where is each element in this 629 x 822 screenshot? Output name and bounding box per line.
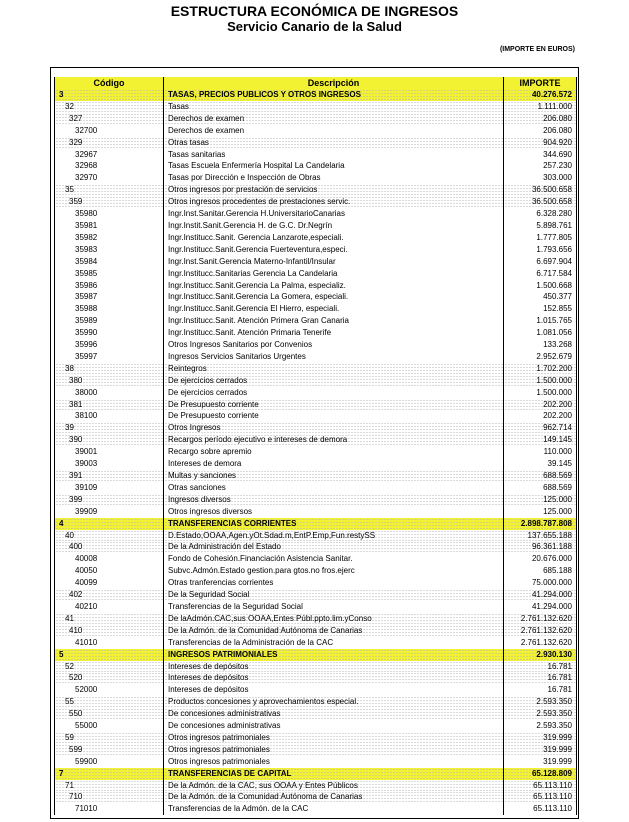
row-description: Otros Ingresos Sanitarios por Convenios [164, 339, 504, 351]
table-row [55, 541, 577, 553]
column-header-amount: IMPORTE [504, 77, 577, 89]
row-amount: 2.952.679 [504, 351, 577, 363]
table-row [55, 589, 577, 601]
row-amount: 2.930.130 [504, 649, 577, 661]
table-row [55, 244, 577, 256]
row-code: 35983 [55, 244, 164, 256]
row-code: 32700 [55, 125, 164, 137]
row-description: Otros ingresos patrimoniales [164, 744, 504, 756]
row-code: 35980 [55, 208, 164, 220]
row-code: 329 [55, 137, 164, 149]
row-code: 40 [55, 530, 164, 542]
row-description: TRANSFERENCIAS DE CAPITAL [164, 768, 504, 780]
row-description: Tasas Escuela Enfermería Hospital La Candelaria [164, 160, 504, 172]
row-description: Otros ingresos diversos [164, 506, 504, 518]
table-row [55, 470, 577, 482]
row-description: Fondo de Cohesión.Financiación Asistencia Sanitar. [164, 553, 504, 565]
report-subtitle: Servicio Canario de la Salud [227, 19, 402, 34]
table-row [55, 768, 577, 780]
row-description: De ejercicios cerrados [164, 387, 504, 399]
row-amount: 96.361.188 [504, 541, 577, 553]
row-description: Ingr.Instit.Sanit.Gerencia H. de G.C. Dr.Negrín [164, 220, 504, 232]
row-code: 402 [55, 589, 164, 601]
table-row [55, 268, 577, 280]
row-description: Intereses de depósitos [164, 661, 504, 673]
row-description: Transferencias de la Seguridad Social [164, 601, 504, 613]
row-description: Otras tranferencias corrientes [164, 577, 504, 589]
row-code: 39001 [55, 446, 164, 458]
table-row [55, 220, 577, 232]
table-row [55, 672, 577, 684]
row-amount: 688.569 [504, 482, 577, 494]
table-row [55, 113, 577, 125]
row-description: De la Seguridad Social [164, 589, 504, 601]
row-amount: 36.500.658 [504, 196, 577, 208]
row-description: Otras sanciones [164, 482, 504, 494]
table-body [55, 89, 577, 815]
table-row [55, 458, 577, 470]
row-description: Productos concesiones y aprovechamientos especial. [164, 696, 504, 708]
row-code: 40008 [55, 553, 164, 565]
table-row [55, 137, 577, 149]
column-header-description: Descripción [164, 77, 504, 89]
row-amount: 2.593.350 [504, 696, 577, 708]
row-amount: 6.717.584 [504, 268, 577, 280]
row-description: Recargos período ejecutivo e intereses de demora [164, 434, 504, 446]
table-row [55, 601, 577, 613]
row-description: De laAdmón.CAC,sus OOAA,Entes Públ.ppto.lim.yConso [164, 613, 504, 625]
row-amount: 36.500.658 [504, 184, 577, 196]
table-row [55, 577, 577, 589]
row-code: 59900 [55, 756, 164, 768]
row-amount: 20.676.000 [504, 553, 577, 565]
row-description: De Presupuesto corriente [164, 399, 504, 411]
row-description: Transferencias de la Admón. de la CAC [164, 803, 504, 815]
row-description: Ingr.Institucc.Sanit.Gerencia Fuerteventura,especi. [164, 244, 504, 256]
row-amount: 65.113.110 [504, 780, 577, 792]
income-table [54, 77, 577, 815]
row-amount: 41.294.000 [504, 589, 577, 601]
table-row [55, 696, 577, 708]
table-row [55, 363, 577, 375]
row-amount: 319.999 [504, 732, 577, 744]
table-row [55, 791, 577, 803]
table-row [55, 708, 577, 720]
row-amount: 206.080 [504, 113, 577, 125]
table-row [55, 208, 577, 220]
row-description: TASAS, PRECIOS PUBLICOS Y OTROS INGRESOS [164, 89, 504, 101]
row-amount: 75.000.000 [504, 577, 577, 589]
row-code: 390 [55, 434, 164, 446]
row-amount: 40.276.572 [504, 89, 577, 101]
row-code: 32970 [55, 172, 164, 184]
table-row [55, 649, 577, 661]
row-amount: 962.714 [504, 422, 577, 434]
row-description: Otros ingresos por prestación de servicios [164, 184, 504, 196]
row-description: Ingr.Institucc.Sanitarias Gerencia La Candelaria [164, 268, 504, 280]
table-row [55, 625, 577, 637]
table-row [55, 315, 577, 327]
row-code: 3 [55, 89, 164, 101]
row-amount: 206.080 [504, 125, 577, 137]
row-description: Ingresos diversos [164, 494, 504, 506]
row-amount: 125.000 [504, 506, 577, 518]
row-amount: 202.200 [504, 410, 577, 422]
row-description: Tasas sanitarias [164, 149, 504, 161]
table-row [55, 387, 577, 399]
table-row [55, 744, 577, 756]
row-description: Ingr.Institucc.Sanit. Atención Primera Gran Canaria [164, 315, 504, 327]
row-amount: 16.781 [504, 661, 577, 673]
row-code: 32 [55, 101, 164, 113]
table-row [55, 506, 577, 518]
row-code: 4 [55, 518, 164, 530]
row-code: 55 [55, 696, 164, 708]
row-amount: 2.761.132.620 [504, 613, 577, 625]
row-amount: 303.000 [504, 172, 577, 184]
row-code: 550 [55, 708, 164, 720]
row-description: Tasas [164, 101, 504, 113]
row-amount: 6.328.280 [504, 208, 577, 220]
table-row [55, 553, 577, 565]
row-description: Derechos de examen [164, 125, 504, 137]
row-code: 359 [55, 196, 164, 208]
table-row [55, 280, 577, 292]
row-code: 399 [55, 494, 164, 506]
row-description: Recargo sobre apremio [164, 446, 504, 458]
row-amount: 685.188 [504, 565, 577, 577]
row-description: De la Administración del Estado [164, 541, 504, 553]
row-code: 327 [55, 113, 164, 125]
table-row [55, 637, 577, 649]
row-code: 710 [55, 791, 164, 803]
row-code: 381 [55, 399, 164, 411]
row-amount: 110.000 [504, 446, 577, 458]
row-code: 38000 [55, 387, 164, 399]
row-description: Reintegros [164, 363, 504, 375]
row-description: De Presupuesto corriente [164, 410, 504, 422]
table-row [55, 160, 577, 172]
row-description: Ingr.Inst.Sanit.Gerencia Materno-Infantil/Insular [164, 256, 504, 268]
row-amount: 16.781 [504, 684, 577, 696]
row-code: 40210 [55, 601, 164, 613]
column-header-code: Código [55, 77, 164, 89]
row-description: Intereses de depósitos [164, 672, 504, 684]
row-amount: 1.777.805 [504, 232, 577, 244]
row-code: 380 [55, 375, 164, 387]
table-row [55, 494, 577, 506]
row-description: De ejercicios cerrados [164, 375, 504, 387]
row-amount: 344.690 [504, 149, 577, 161]
row-amount: 65.128.809 [504, 768, 577, 780]
row-code: 35 [55, 184, 164, 196]
row-description: Multas y sanciones [164, 470, 504, 482]
table-row [55, 125, 577, 137]
row-code: 35990 [55, 327, 164, 339]
row-code: 32967 [55, 149, 164, 161]
row-code: 41 [55, 613, 164, 625]
row-description: D.Estado,OOAA,Agen.yOt.Sdad.m,EntP.Emp,Fun.restySS [164, 530, 504, 542]
row-amount: 149.145 [504, 434, 577, 446]
row-amount: 2.761.132.620 [504, 625, 577, 637]
table-row [55, 530, 577, 542]
row-code: 520 [55, 672, 164, 684]
table-row [55, 565, 577, 577]
row-code: 39109 [55, 482, 164, 494]
table-row [55, 399, 577, 411]
row-amount: 133.268 [504, 339, 577, 351]
report-title: ESTRUCTURA ECONÓMICA DE INGRESOS [170, 3, 459, 19]
row-amount: 202.200 [504, 399, 577, 411]
row-amount: 5.898.761 [504, 220, 577, 232]
table-row [55, 732, 577, 744]
table-row [55, 232, 577, 244]
row-amount: 125.000 [504, 494, 577, 506]
row-amount: 257.230 [504, 160, 577, 172]
row-code: 35996 [55, 339, 164, 351]
row-code: 52 [55, 661, 164, 673]
row-amount: 16.781 [504, 672, 577, 684]
row-amount: 1.081.056 [504, 327, 577, 339]
row-code: 35988 [55, 303, 164, 315]
table-row [55, 89, 577, 101]
table-row [55, 291, 577, 303]
table-row [55, 446, 577, 458]
row-description: De la Admón. de la Comunidad Autónoma de Canarias [164, 791, 504, 803]
row-code: 410 [55, 625, 164, 637]
row-amount: 319.999 [504, 744, 577, 756]
row-amount: 1.793.656 [504, 244, 577, 256]
table-row [55, 422, 577, 434]
table-row [55, 434, 577, 446]
row-code: 71 [55, 780, 164, 792]
row-amount: 2.593.350 [504, 720, 577, 732]
table-row [55, 720, 577, 732]
row-amount: 2.898.787.808 [504, 518, 577, 530]
row-code: 41010 [55, 637, 164, 649]
row-description: Ingr.Institucc.Sanit. Atención Primaria Tenerife [164, 327, 504, 339]
row-amount: 450.377 [504, 291, 577, 303]
table-row [55, 410, 577, 422]
row-amount: 41.294.000 [504, 601, 577, 613]
table-header-row [55, 77, 577, 89]
row-description: Ingr.Institucc.Sanit. Gerencia Lanzarote,especiali. [164, 232, 504, 244]
row-amount: 688.569 [504, 470, 577, 482]
row-description: INGRESOS PATRIMONIALES [164, 649, 504, 661]
table-row [55, 518, 577, 530]
row-amount: 2.761.132.620 [504, 637, 577, 649]
row-code: 35985 [55, 268, 164, 280]
row-amount: 319.999 [504, 756, 577, 768]
table-row [55, 172, 577, 184]
row-description: Otros ingresos procedentes de prestaciones servic. [164, 196, 504, 208]
row-amount: 6.697.904 [504, 256, 577, 268]
row-code: 391 [55, 470, 164, 482]
row-description: De concesiones administrativas [164, 720, 504, 732]
row-code: 39003 [55, 458, 164, 470]
row-description: Ingr.Institucc.Sanit.Gerencia La Gomera, especiali. [164, 291, 504, 303]
row-amount: 904.920 [504, 137, 577, 149]
row-description: De la Admón. de la Comunidad Autónoma de Canarias [164, 625, 504, 637]
row-code: 39909 [55, 506, 164, 518]
row-description: Ingr.Institucc.Sanit.Gerencia La Palma, especializ. [164, 280, 504, 292]
row-amount: 1.500.000 [504, 375, 577, 387]
unit-note: (IMPORTE EN EUROS) [499, 46, 575, 53]
table-row [55, 780, 577, 792]
row-amount: 1.015.765 [504, 315, 577, 327]
row-description: Transferencias de la Administración de la CAC [164, 637, 504, 649]
row-code: 39 [55, 422, 164, 434]
row-description: Otros ingresos patrimoniales [164, 732, 504, 744]
row-code: 35986 [55, 280, 164, 292]
row-code: 40050 [55, 565, 164, 577]
row-code: 400 [55, 541, 164, 553]
row-code: 35984 [55, 256, 164, 268]
row-description: Derechos de examen [164, 113, 504, 125]
table-row [55, 149, 577, 161]
row-amount: 1.702.200 [504, 363, 577, 375]
table-row [55, 803, 577, 815]
row-code: 40099 [55, 577, 164, 589]
row-description: Intereses de demora [164, 458, 504, 470]
row-code: 52000 [55, 684, 164, 696]
row-description: Otros Ingresos [164, 422, 504, 434]
row-amount: 1.111.000 [504, 101, 577, 113]
table-row [55, 256, 577, 268]
row-amount: 137.655.188 [504, 530, 577, 542]
row-code: 38 [55, 363, 164, 375]
row-code: 35987 [55, 291, 164, 303]
row-amount: 2.593.350 [504, 708, 577, 720]
row-code: 71010 [55, 803, 164, 815]
row-amount: 1.500.668 [504, 280, 577, 292]
row-description: De la Admón. de la CAC, sus OOAA y Entes Públicos [164, 780, 504, 792]
row-description: TRANSFERENCIAS CORRIENTES [164, 518, 504, 530]
table-row [55, 303, 577, 315]
row-code: 7 [55, 768, 164, 780]
row-amount: 65.113.110 [504, 803, 577, 815]
row-code: 32968 [55, 160, 164, 172]
row-code: 35997 [55, 351, 164, 363]
row-amount: 152.855 [504, 303, 577, 315]
row-description: Ingresos Servicios Sanitarios Urgentes [164, 351, 504, 363]
row-code: 38100 [55, 410, 164, 422]
table-row [55, 684, 577, 696]
table-row [55, 756, 577, 768]
row-description: Otros ingresos patrimoniales [164, 756, 504, 768]
row-amount: 39.145 [504, 458, 577, 470]
table-row [55, 196, 577, 208]
row-description: Intereses de depósitos [164, 684, 504, 696]
row-description: Otras tasas [164, 137, 504, 149]
table-row [55, 613, 577, 625]
row-code: 5 [55, 649, 164, 661]
row-code: 35982 [55, 232, 164, 244]
row-description: Subvc.Admón.Estado gestion.para gtos.no fros.ejerc [164, 565, 504, 577]
table-row [55, 482, 577, 494]
row-code: 55000 [55, 720, 164, 732]
row-description: Ingr.Inst.Sanitar.Gerencia H.UniversitarioCanarias [164, 208, 504, 220]
table-row [55, 339, 577, 351]
table-row [55, 661, 577, 673]
table-row [55, 351, 577, 363]
table-row [55, 327, 577, 339]
row-code: 35989 [55, 315, 164, 327]
table-row [55, 375, 577, 387]
row-amount: 1.500.000 [504, 387, 577, 399]
row-description: Tasas por Dirección e Inspección de Obras [164, 172, 504, 184]
table-row [55, 184, 577, 196]
row-description: Ingr.Institucc.Sanit.Gerencia El Hierro, especiali. [164, 303, 504, 315]
row-amount: 65.113.110 [504, 791, 577, 803]
row-code: 59 [55, 732, 164, 744]
table-row [55, 101, 577, 113]
row-code: 599 [55, 744, 164, 756]
row-description: De concesiones administrativas [164, 708, 504, 720]
row-code: 35981 [55, 220, 164, 232]
